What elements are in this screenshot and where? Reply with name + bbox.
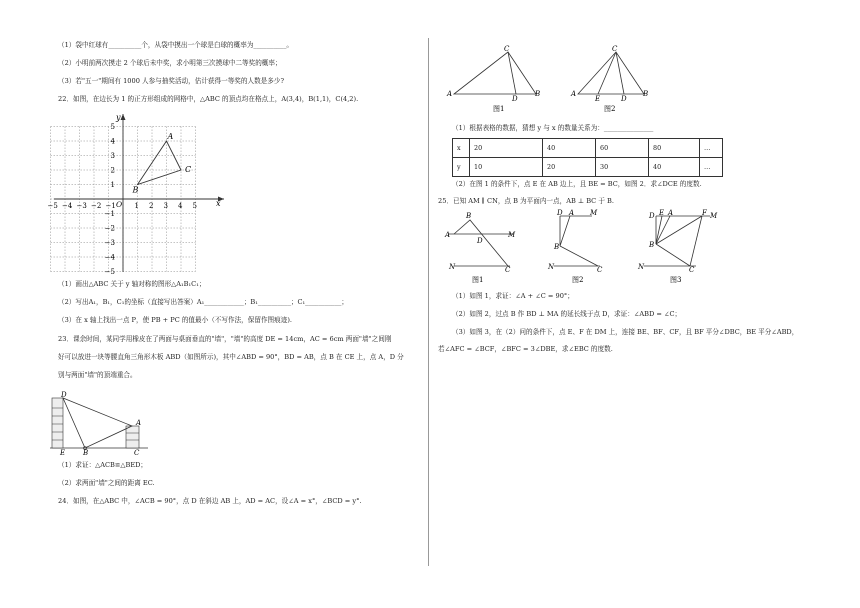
y-tick-label: 1 bbox=[110, 181, 115, 189]
fig2-caption: 图2 bbox=[604, 105, 616, 113]
triangle-board bbox=[63, 398, 132, 448]
x-tick-label: −2 bbox=[91, 202, 102, 210]
svg-text:D: D bbox=[477, 237, 483, 245]
point-label-c: C bbox=[185, 165, 192, 174]
table-cell: y bbox=[453, 158, 470, 177]
q23-stem-line2: 好可以放进一块等腰直角三角形木板 ABD（如图所示)，其中∠ABD = 90°，BD = AB，点 B 在 CE 上，点 A，D 分 bbox=[58, 353, 404, 361]
svg-text:A: A bbox=[668, 209, 674, 217]
q23-stem-line3: 别与两面"墙"的顶端重合。 bbox=[58, 371, 137, 379]
fig2-triangle bbox=[578, 52, 644, 94]
x-tick-label: 4 bbox=[178, 202, 183, 210]
svg-text:E: E bbox=[659, 209, 665, 217]
label-c: C bbox=[134, 449, 140, 457]
table-cell: x bbox=[453, 139, 470, 158]
column-divider bbox=[428, 38, 429, 566]
svg-text:C: C bbox=[612, 45, 618, 53]
table-cell: … bbox=[700, 139, 723, 158]
label-d: D bbox=[61, 391, 67, 399]
svg-text:B: B bbox=[649, 241, 655, 249]
q25-part1: （1）如图 1，求证：∠A + ∠C = 90°； bbox=[452, 292, 574, 300]
y-tick-label: −4 bbox=[104, 253, 115, 262]
y-tick-label: 3 bbox=[110, 152, 115, 160]
q22-stem: 22．如图，在边长为 1 的正方形组成的网格中，△ABC 的顶点均在格点上，A(3,4)，B(1,1)，C(4,2). bbox=[58, 95, 359, 103]
svg-text:C: C bbox=[504, 45, 510, 53]
svg-text:N: N bbox=[548, 263, 555, 271]
x-tick-label: −3 bbox=[76, 202, 87, 210]
q24-data-table bbox=[452, 138, 723, 177]
x-tick-label: −5 bbox=[47, 202, 58, 210]
svg-text:B: B bbox=[466, 212, 472, 220]
point-labels bbox=[132, 132, 192, 195]
q23-walls-figure bbox=[50, 390, 150, 456]
svg-text:D: D bbox=[621, 95, 627, 103]
table-cell: 40 bbox=[543, 139, 596, 158]
svg-text:D: D bbox=[512, 95, 518, 103]
q21-part2: （2）小明前两次摸走 2 个球后未中奖，求小明第三次摸球中二等奖的概率； bbox=[58, 59, 282, 67]
q22-coordinate-grid bbox=[47, 108, 230, 276]
svg-text:A: A bbox=[571, 90, 577, 98]
table-cell: 80 bbox=[649, 139, 700, 158]
q25-figures bbox=[444, 206, 724, 288]
right-wall bbox=[126, 426, 139, 448]
q24-figures bbox=[446, 42, 656, 118]
q24-part2: （2）在图 1 的条件下，点 E 在 AB 边上，且 BE = BC，如图 2．求∠DCE 的度数. bbox=[452, 180, 702, 188]
q23-part1: （1）求证：△ACB≌△BED； bbox=[58, 461, 148, 469]
svg-text:M: M bbox=[508, 231, 516, 239]
table-row bbox=[453, 139, 723, 158]
q25-part3-cont: 若∠AFC = ∠BCF，∠BFC = 3∠DBE，求∠EBC 的度数. bbox=[438, 345, 613, 353]
y-axis-label: y bbox=[116, 113, 121, 122]
y-tick-label: 5 bbox=[110, 123, 115, 131]
label-e: E bbox=[60, 449, 66, 457]
table-cell: 30 bbox=[596, 158, 649, 177]
y-tick-labels bbox=[105, 123, 116, 276]
y-tick-label: 4 bbox=[110, 137, 115, 146]
y-tick-label: −5 bbox=[104, 268, 115, 276]
q21-part3: （3）若"五一"期间有 1000 人参与抽奖活动，估计获得一等奖的人数是多少? bbox=[58, 77, 284, 85]
q22-part1: （1）画出△ABC 关于 y 轴对称的图形△A₁B₁C₁； bbox=[58, 280, 206, 288]
svg-text:M: M bbox=[590, 209, 598, 217]
y-tick-label: 2 bbox=[110, 166, 115, 175]
x-tick-label: −1 bbox=[105, 202, 116, 210]
svg-text:C: C bbox=[505, 266, 511, 274]
svg-text:B: B bbox=[535, 90, 541, 98]
svg-text:M: M bbox=[710, 212, 718, 220]
q22-part3: （3）在 x 轴上找出一点 P，使 PB + PC 的值最小（不写作法，保留作图痕迹). bbox=[58, 316, 293, 324]
svg-text:C: C bbox=[689, 266, 695, 274]
label-b: B bbox=[83, 449, 89, 457]
svg-text:N: N bbox=[449, 263, 456, 271]
q23-part2: （2）求两面"墙"之间的距离 EC. bbox=[58, 479, 155, 487]
table-cell: 60 bbox=[596, 139, 649, 158]
x-tick-label: 3 bbox=[163, 202, 168, 210]
fig25-caption-1: 图1 bbox=[472, 276, 484, 284]
svg-text:C: C bbox=[597, 266, 603, 274]
fig25-caption-3: 图3 bbox=[670, 276, 682, 284]
origin-label: O bbox=[116, 200, 123, 209]
q23-stem-line1: 23．课余时间，某同学用橡皮在了两面与桌面垂直的"墙"，"墙"的高度 DE = 14cm，AC = 6cm 两面"墙"之间刚 bbox=[58, 335, 392, 343]
x-tick-labels bbox=[48, 202, 197, 210]
x-axis-label: x bbox=[216, 199, 221, 208]
table-cell: 40 bbox=[649, 158, 700, 177]
point-label-a: A bbox=[167, 132, 174, 141]
q25-part2: （2）如图 2，过点 B 作 BD ⊥ MA 的延长线于点 D，求证：∠ABD = ∠C； bbox=[452, 310, 682, 318]
svg-text:D: D bbox=[557, 209, 563, 217]
y-tick-label: −1 bbox=[104, 210, 115, 218]
table-cell: … bbox=[700, 158, 723, 177]
y-tick-label: −2 bbox=[104, 224, 115, 233]
svg-text:A: A bbox=[445, 231, 451, 239]
x-tick-label: 5 bbox=[192, 202, 197, 210]
left-wall bbox=[52, 398, 63, 448]
table-cell: 10 bbox=[470, 158, 543, 177]
fig1-caption: 图1 bbox=[493, 105, 505, 113]
label-a: A bbox=[136, 419, 142, 427]
triangle-abc bbox=[138, 141, 182, 185]
svg-text:A: A bbox=[569, 209, 575, 217]
svg-text:D: D bbox=[649, 212, 655, 220]
y-tick-label: −3 bbox=[104, 239, 115, 247]
q24-part1: （1）根据表格的数据，猜想 y 与 x 的数量关系为：_______________ bbox=[452, 124, 654, 132]
svg-text:B: B bbox=[554, 243, 560, 251]
table-row bbox=[453, 158, 723, 177]
q25-part3: （3）如图 3，在（2）问的条件下，点 E、F 在 DM 上，连接 BE、BF、CF，且 BF 平分∠DBC，BE 平分∠ABD， bbox=[452, 328, 799, 336]
q22-part2: （2）写出A₁，B₁，C₁的坐标（直接写出答案）A₁____________；B₁__________；C₁___________； bbox=[58, 298, 349, 306]
y-axis-arrow bbox=[121, 114, 126, 120]
x-tick-label: 1 bbox=[134, 202, 139, 210]
svg-text:B: B bbox=[643, 90, 649, 98]
x-tick-label: −4 bbox=[62, 202, 73, 210]
point-label-b: B bbox=[132, 185, 139, 195]
svg-text:E: E bbox=[595, 95, 601, 103]
table-cell: 20 bbox=[543, 158, 596, 177]
q25-stem: 25．已知 AM ∥ CN，点 B 为平面内一点，AB ⊥ BC 于 B. bbox=[438, 197, 614, 205]
x-tick-label: 2 bbox=[149, 202, 154, 210]
table-cell: 20 bbox=[470, 139, 543, 158]
svg-text:N: N bbox=[638, 263, 645, 271]
fig1-triangle bbox=[454, 52, 536, 94]
fig25-caption-2: 图2 bbox=[572, 276, 584, 284]
svg-text:F: F bbox=[702, 209, 707, 217]
svg-text:A: A bbox=[447, 90, 453, 98]
q24-stem: 24．如图，在△ABC 中，∠ACB = 90°，点 D 在斜边 AB 上，AD = AC，设∠A = x°，∠BCD = y°. bbox=[58, 497, 362, 505]
q21-part1: （1）袋中红球有__________个，从袋中摸出一个球是白球的概率为__________。 bbox=[58, 41, 293, 49]
